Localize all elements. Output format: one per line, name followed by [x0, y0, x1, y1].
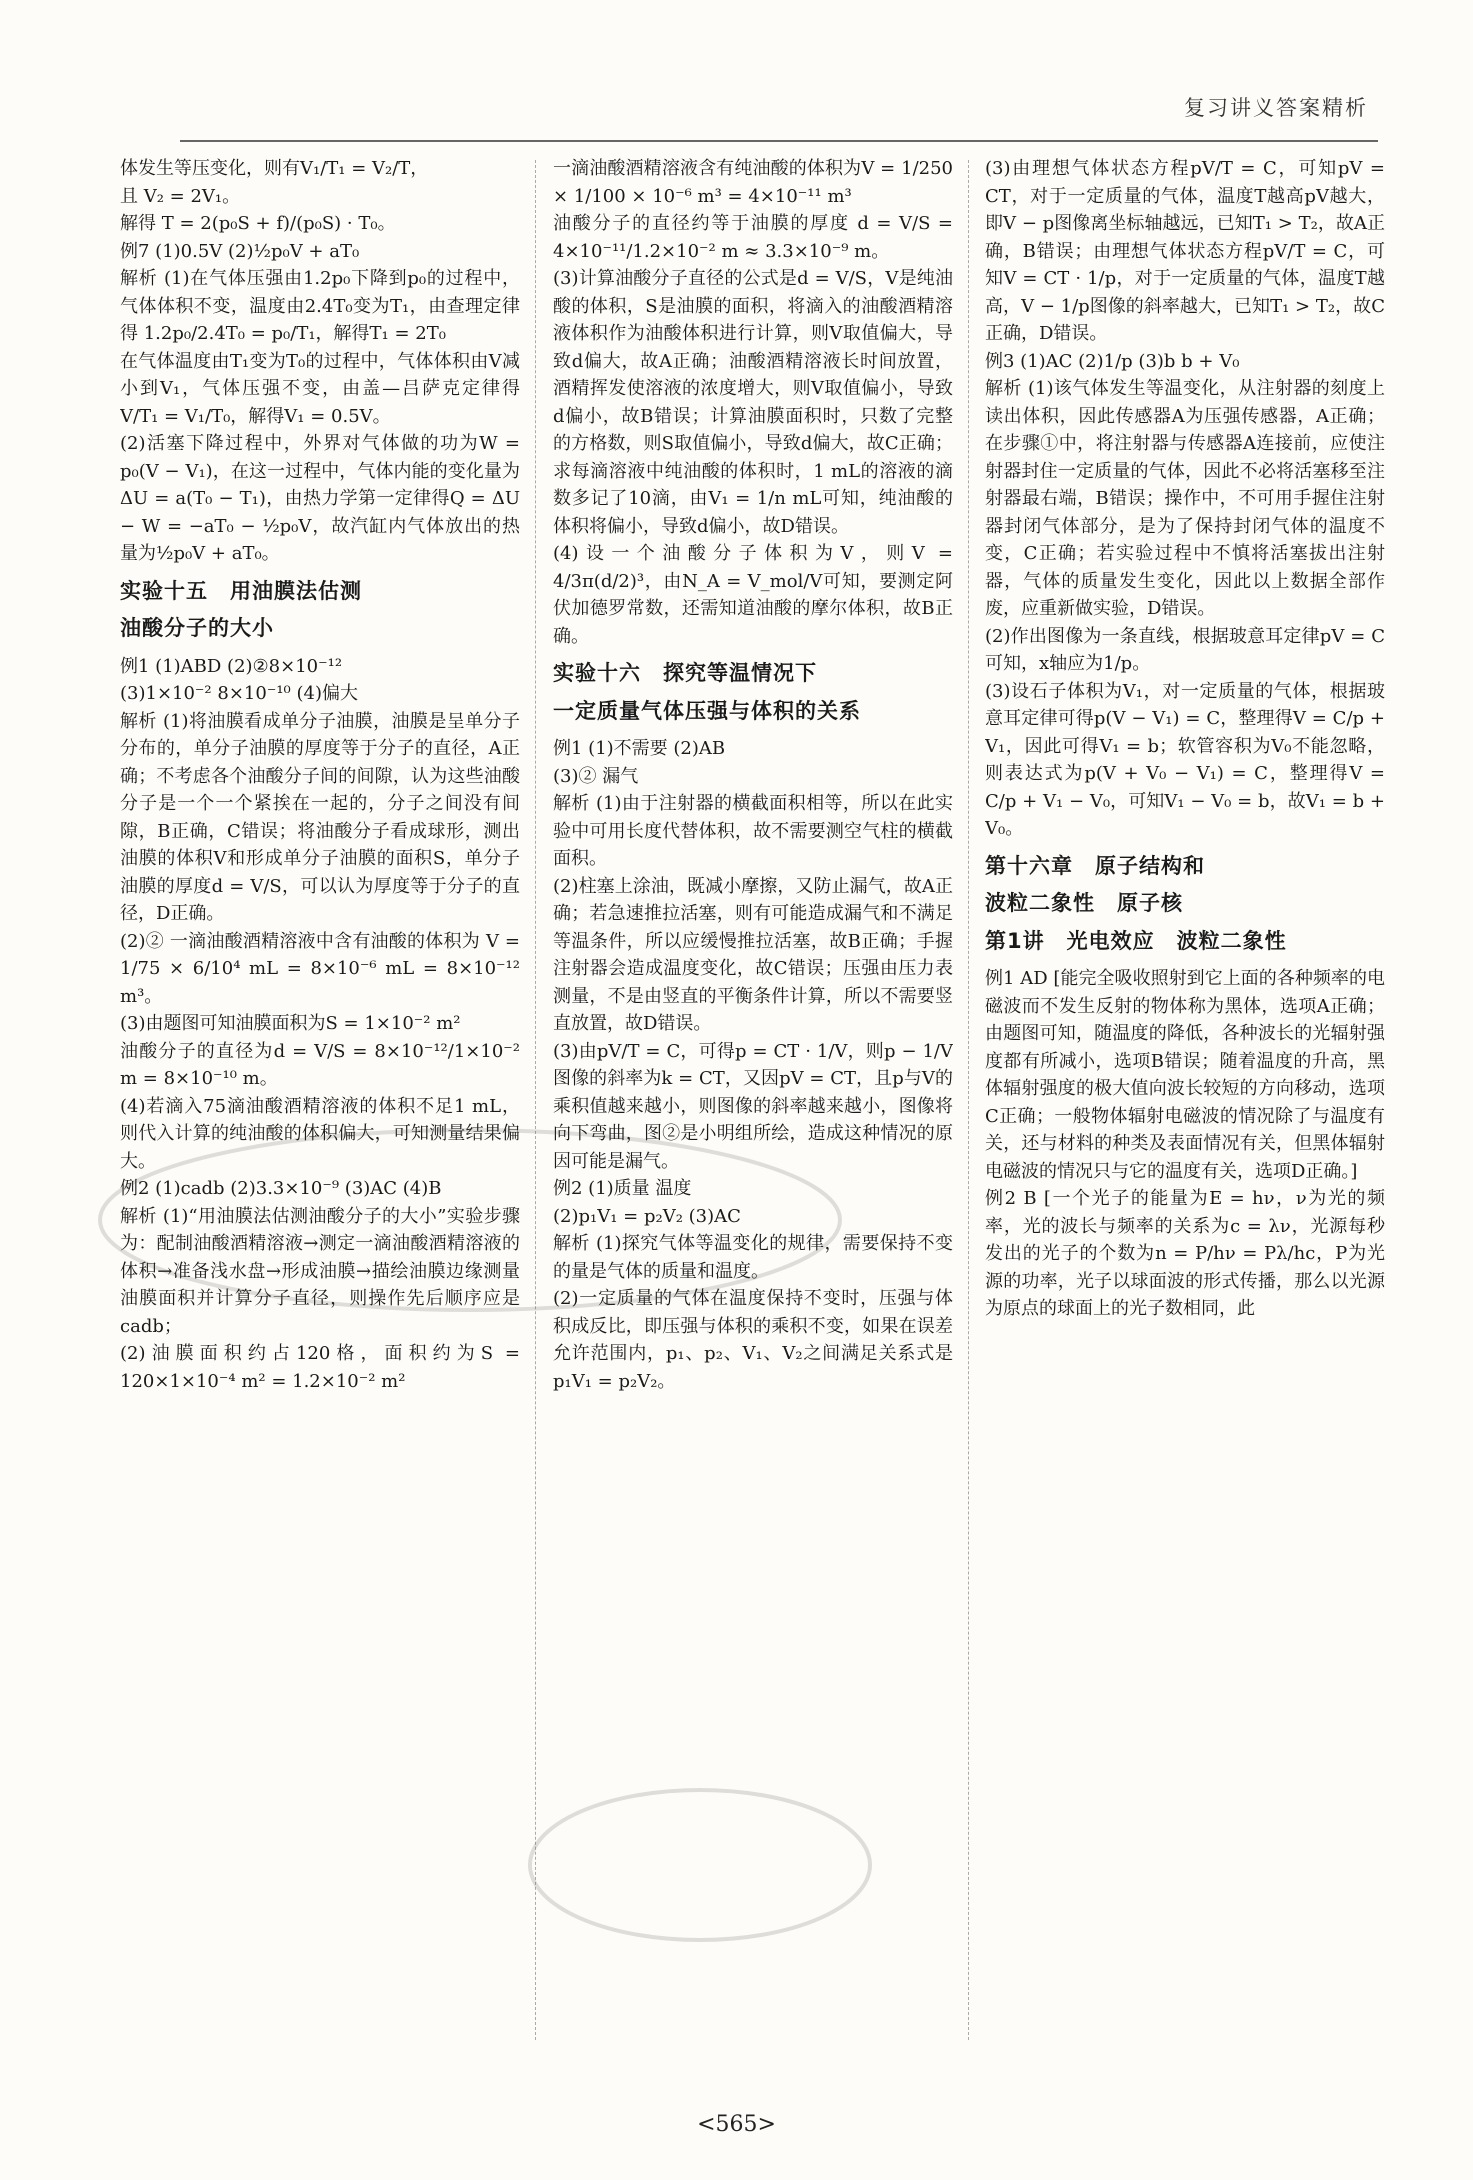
paragraph: 例1 (1)ABD (2)②8×10⁻¹² — [120, 655, 343, 677]
paragraph: 例1 (1)不需要 (2)AB — [553, 738, 726, 759]
paragraph: 例1 AD [能完全吸收照射到它上面的各种频率的电磁波而不发生反射的物体称为黑体，选项A正确；由题图可知，随温度的降低，各种波长的光辐射强度都有所减小，选项B错误；随着温度的升高，黑体辐射强度的极大值向波长较短的方向移动，选项C正确；一般物体辐射电磁波的情况除了与温度有关，还与材料的种类及表面情况有关，但黑体辐射电磁波的情况只与它的温度有关，选项D正确。] — [985, 968, 1385, 1182]
paragraph: 例3 (1)AC (2)1/p (3)b b + V₀ — [985, 350, 1240, 372]
paragraph: (3)由pV/T = C，可得p = CT · 1/V，则p − 1/V图像的斜率为k = CT，又因pV = CT，且p与V的乘积值越来越小，则图像的斜率越来越小，图像将向下弯曲，图②是小明组所绘，造成这种情况的原因可能是漏气。 — [553, 1040, 953, 1172]
page-header-title: 复习讲义答案精析 — [1184, 96, 1368, 120]
paragraph: 例7 (1)0.5V (2)½p₀V + aT₀ — [120, 240, 360, 262]
section-heading: 第1讲 光电效应 波粒二象性 — [985, 928, 1287, 953]
column-right — [985, 155, 1385, 2075]
paragraph: (2)p₁V₁ = p₂V₂ (3)AC — [553, 1205, 741, 1227]
paragraph: (2)油膜面积约占120格，面积约为S = 120×1×10⁻⁴ m² = 1.2×10⁻² m² — [120, 1343, 520, 1392]
paragraph: (3)计算油酸分子直径的公式是d = V/S，V是纯油酸的体积，S是油膜的面积，将滴入的油酸酒精溶液体积作为油酸体积进行计算，则V取值偏大，导致d偏大，故A正确；油酸酒精溶液长时间放置，酒精挥发使溶液的浓度增大，则V取值偏小，导致d偏小，故B错误；计算油膜面积时，只数了完整的方格数，则S取值偏小，导致d偏大，故C正确；求每滴溶液中纯油酸的体积时，1 mL的溶液的滴数多记了10滴，由V₁ = 1/n mL可知，纯油酸的体积将偏小，导致d偏小，故D错误。 — [553, 268, 953, 537]
paragraph: (3)1×10⁻² 8×10⁻¹⁰ (4)偏大 — [120, 683, 358, 704]
section-heading: 实验十六 探究等温情况下 — [553, 661, 817, 685]
paragraph: (3)设石子体积为V₁，对一定质量的气体，根据玻意耳定律可得p(V − V₁) = C，整理得V = C/p + V₁，因此可得V₁ = b；软管容积为V₀不能忽略，则表达式为p(V + V₀ − V₁) = C，整理得V = C/p + V₁ − V₀，可知V₁ − V₀ = b，故V₁ = b + V₀。 — [985, 680, 1385, 839]
page-number: <565> — [697, 2112, 776, 2137]
paragraph: (4)设一个油酸分子体积为V，则V = 4/3π(d/2)³，由N_A = V_mol/V可知，要测定阿伏加德罗常数，还需知道油酸的摩尔体积，故B正确。 — [553, 543, 953, 647]
paragraph: 解析 (1)探究气体等温变化的规律，需要保持不变的量是气体的质量和温度。 — [553, 1233, 953, 1282]
paragraph: 解得 T = 2(p₀S + f)/(p₀S) · T₀。 — [120, 213, 396, 234]
paragraph: 例2 (1)cadb (2)3.3×10⁻⁹ (3)AC (4)B — [120, 1178, 442, 1199]
paragraph: 解析 (1)“用油膜法估测油酸分子的大小”实验步骤为：配制油酸酒精溶液→测定一滴油酸酒精溶液的体积→准备浅水盘→形成油膜→描绘油膜边缘测量油膜面积并计算分子直径，则操作先后顺序应是cadb； — [120, 1205, 520, 1337]
paragraph: (3)由题图可知油膜面积为S = 1×10⁻² m² — [120, 1013, 461, 1034]
paragraph: 解析 (1)该气体发生等温变化，从注射器的刻度上读出体积，因此传感器A为压强传感器，A正确；在步骤①中，将注射器与传感器A连接前，应使注射器封住一定质量的气体，因此不必将活塞移至注射器最右端，B错误；操作中，不可用手握住注射器封闭气体部分，是为了保持封闭气体的温度不变，C正确；若实验过程中不慎将活塞拔出注射器，气体的质量发生变化，因此以上数据全部作废，应重新做实验，D错误。 — [985, 378, 1385, 619]
column-divider — [968, 160, 970, 2040]
section-heading: 波粒二象性 原子核 — [985, 891, 1183, 915]
column-left — [120, 155, 520, 2075]
paragraph: 解析 (1)由于注射器的横截面积相等，所以在此实验中可用长度代替体积，故不需要测空气柱的横截面积。 — [553, 793, 953, 869]
paragraph: (2)活塞下降过程中，外界对气体做的功为W = p₀(V − V₁)，在这一过程中，气体内能的变化量为ΔU = a(T₀ − T₁)，由热力学第一定律得Q = ΔU − W = −aT₀ − ½p₀V，故汽缸内气体放出的热量为½p₀V + aT₀。 — [120, 433, 520, 564]
paragraph: (2)② 一滴油酸酒精溶液中含有油酸的体积为 V = 1/75 × 6/10⁴ mL = 8×10⁻⁶ mL = 8×10⁻¹² m³。 — [120, 930, 520, 1007]
header-rule — [180, 140, 1378, 142]
paragraph: 且 V₂ = 2V₁。 — [120, 185, 241, 207]
column-divider — [535, 160, 537, 2040]
paragraph: (2)柱塞上涂油，既减小摩擦，又防止漏气，故A正确；若急速推拉活塞，则有可能造成漏气和不满足等温条件，所以应缓慢推拉活塞，故B正确；手握注射器会造成温度变化，故C错误；压强由压力表测量，不是由竖直的平衡条件计算，所以不需要竖直放置，故D错误。 — [553, 875, 953, 1034]
section-heading: 一定质量气体压强与体积的关系 — [553, 698, 861, 723]
paragraph: 例2 (1)质量 温度 — [553, 1178, 692, 1199]
section-heading: 第十六章 原子结构和 — [985, 853, 1205, 878]
paragraph: (4)若滴入75滴油酸酒精溶液的体积不足1 mL，则代入计算的纯油酸的体积偏大，可知测量结果偏大。 — [120, 1095, 520, 1172]
paragraph: 体发生等压变化，则有V₁/T₁ = V₂/T， — [120, 158, 429, 179]
section-heading: 实验十五 用油膜法估测 — [120, 578, 362, 603]
paragraph: 一滴油酸酒精溶液含有纯油酸的体积为V = 1/250 × 1/100 × 10⁻⁶ m³ = 4×10⁻¹¹ m³ — [553, 158, 953, 207]
paragraph: 油酸分子的直径为d = V/S = 8×10⁻¹²/1×10⁻² m = 8×10⁻¹⁰ m。 — [120, 1040, 520, 1089]
paragraph: (2)作出图像为一条直线，根据玻意耳定律pV = C可知，x轴应为1/p。 — [985, 625, 1385, 674]
paragraph: (2)一定质量的气体在温度保持不变时，压强与体积成反比，即压强与体积的乘积不变，如果在误差允许范围内，p₁、p₂、V₁、V₂之间满足关系式是p₁V₁ = p₂V₂。 — [553, 1288, 953, 1392]
paragraph: 例2 B [一个光子的能量为E = hν，ν为光的频率，光的波长与频率的关系为c = λν，光源每秒发出的光子的个数为n = P/hν = Pλ/hc，P为光源的功率，光子以球面波的形式传播，那么以光源为原点的球面上的光子数相同，此 — [985, 1188, 1385, 1319]
section-heading: 油酸分子的大小 — [120, 616, 274, 640]
paragraph: 解析 (1)在气体压强由1.2p₀下降到p₀的过程中，气体体积不变，温度由2.4T₀变为T₁，由查理定律得 1.2p₀/2.4T₀ = p₀/T₁，解得T₁ = 2T₀ — [120, 268, 520, 344]
column-middle — [553, 155, 953, 2075]
paragraph: 解析 (1)将油膜看成单分子油膜，油膜是呈单分子分布的，单分子油膜的厚度等于分子的直径，A正确；不考虑各个油酸分子间的间隙，认为这些油酸分子是一个一个紧挨在一起的，分子之间没有间隙，B正确，C错误；将油酸分子看成球形，测出油膜的体积V和形成单分子油膜的面积S，单分子油膜的厚度d = V/S，可以认为厚度等于分子的直径，D正确。 — [120, 710, 520, 924]
paragraph: 在气体温度由T₁变为T₀的过程中，气体体积由V减小到V₁，气体压强不变，由盖—吕萨克定律得 V/T₁ = V₁/T₀，解得V₁ = 0.5V。 — [120, 350, 520, 427]
paragraph: (3)② 漏气 — [553, 765, 639, 787]
paragraph: (3)由理想气体状态方程pV/T = C，可知pV = CT，对于一定质量的气体，温度T越高pV越大，即V − p图像离坐标轴越远，已知T₁ > T₂，故A正确，B错误；由理想气体状态方程pV/T = C，可知V = CT · 1/p，对于一定质量的气体，温度T越高，V − 1/p图像的斜率越大，已知T₁ > T₂，故C正确，D错误。 — [985, 158, 1385, 344]
paragraph: 油酸分子的直径约等于油膜的厚度 d = V/S = 4×10⁻¹¹/1.2×10⁻² m ≈ 3.3×10⁻⁹ m。 — [553, 213, 953, 262]
